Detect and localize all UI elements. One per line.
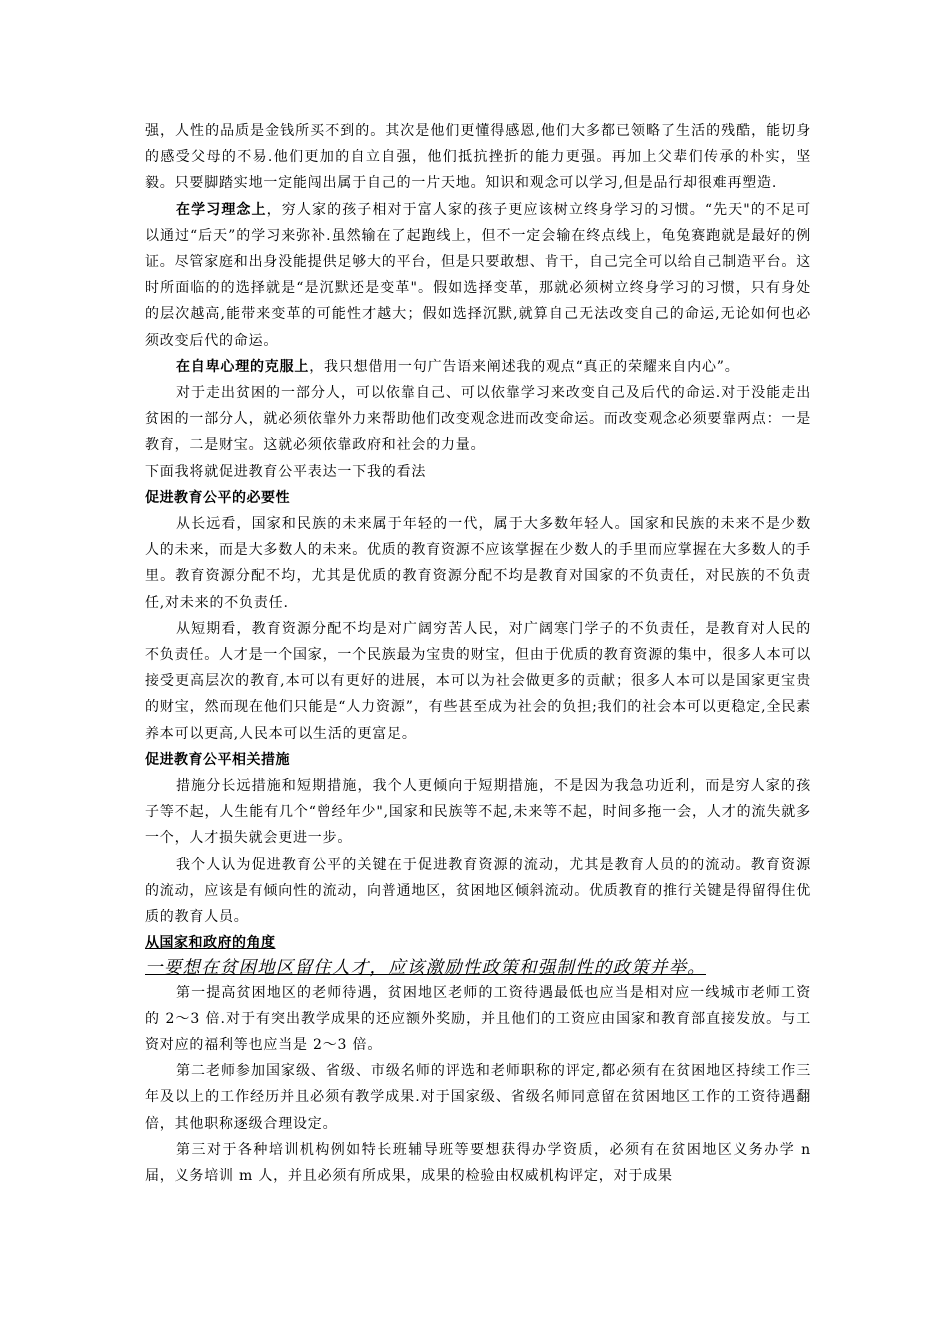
paragraph: 强，人性的品质是金钱所买不到的。其次是他们更懂得感恩,他们大多都已领略了生活的残酷，能切身的感受父母的不易.他们更加的自立自强，他们抵抗挫折的能力更强。再加上父辈们传承的朴实，坚毅。只要脚踏实地一定能闯出属于自己的一片天地。知识和观念可以学习,但是品行却很难再塑造. xyxy=(145,123,811,192)
paragraph-lead: 在自卑心理的克服上 xyxy=(176,358,310,375)
paragraph: 从短期看，教育资源分配不均是对广阔穷苦人民，对广阔寒门学子的不负责任，是教育对人民的不负责任。人才是一个国家，一个民族最为宝贵的财宝，但由于优质的教育资源的集中，很多人本可以接受更高层次的教育,本可以有更好的进展，本可以为社会做更多的贡献；很多人本可以是国家更宝贵的财宝，然而现在他们只能是“人力资源”，有些甚至成为社会的负担;我们的社会本可以更稳定,全民素养本可以更高,人民本可以生活的更富足。 xyxy=(145,620,811,742)
paragraph-text: ，我只想借用一句广告语来阐述我的观点“真正的荣耀来自内心”。 xyxy=(309,358,740,375)
section-heading: 从国家和政府的角度 xyxy=(145,935,276,952)
paragraph: 措施分长远措施和短期措施，我个人更倾向于短期措施，不是因为我急功近利，而是穷人家的孩子等不起，人生能有几个“曾经年少",国家和民族等不起,未来等不起，时间多拖一会，人才的流失就多一个，人才损失就会更进一步。 xyxy=(145,778,811,847)
paragraph: 从长远看，国家和民族的未来属于年轻的一代，属于大多数年轻人。国家和民族的未来不是少数人的未来，而是大多数人的未来。优质的教育资源不应该掌握在少数人的手里而应掌握在大多数人的手里。教育资源分配不均，尤其是优质的教育资源分配不均是教育对国家的不负责任，对民族的不负责任,对未来的不负责任. xyxy=(145,516,811,611)
document-body xyxy=(145,118,811,1189)
paragraph-lead: 在学习理念上 xyxy=(176,201,267,218)
paragraph: 我个人认为促进教育公平的关键在于促进教育资源的流动，尤其是教育人员的的流动。教育资源的流动，应该是有倾向性的流动，向普通地区，贫困地区倾斜流动。优质教育的推行关键是得留得住优质的教育人员。 xyxy=(145,856,811,926)
emphasized-subheading: 一要想在贫困地区留住人才，应该激励性政策和强制性的政策并举。 xyxy=(145,957,706,978)
paragraph-learning-concept xyxy=(145,197,811,354)
paragraph: 对于走出贫困的一部分人，可以依靠自己、可以依靠学习来改变自己及后代的命运.对于没能走出贫困的一部分人，就必须依靠外力来帮助他们改变观念进而改变命运。而改变观念必须要靠两点：一是教育，二是财宝。这就必须依靠政府和社会的力量。 xyxy=(145,385,811,454)
paragraph: 第二老师参加国家级、省级、市级名师的评选和老师职称的评定,都必须有在贫困地区持续工作三年及以上的工作经历并且必须有教学成果.对于国家级、省级名师同意留在贫困地区工作的工资待遇翻倍，其他职称逐级合理设定。 xyxy=(145,1063,811,1132)
paragraph: 下面我将就促进教育公平表达一下我的看法 xyxy=(145,463,427,480)
paragraph: 第三对于各种培训机构例如特长班辅导班等要想获得办学资质，必须有在贫困地区义务办学 n 届，义务培训 m 人，并且必须有所成果，成果的检验由权威机构评定，对于成果 xyxy=(145,1141,811,1184)
section-heading: 促进教育公平的必要性 xyxy=(145,489,290,506)
paragraph-inferiority xyxy=(145,354,811,380)
paragraph-text: ，穷人家的孩子相对于富人家的孩子更应该树立终身学习的习惯。“先天"的不足可以通过“后天”的学习来弥补.虽然输在了起跑线上，但不一定会输在终点线上，龟兔赛跑就是最好的例证。尽管家庭和出身没能提供足够大的平台，但是只要敢想、肯干，自己完全可以给自己制造平台。这时所面临的的选择就是“是沉默还是变革"。假如选择变革，那就必须树立终身学习的习惯，只有身处的层次越高,能带来变革的可能性才越大；假如选择沉默,就算自己无法改变自己的命运,无论如何也必须改变后代的命运。 xyxy=(145,201,811,349)
section-heading: 促进教育公平相关措施 xyxy=(145,751,290,768)
paragraph: 第一提高贫困地区的老师待遇，贫困地区老师的工资待遇最低也应当是相对应一线城市老师工资的 2～3 倍.对于有突出教学成果的还应额外奖励，并且他们的工资应由国家和教育部直接发放。与工资对应的福利等也应当是 2～3 倍。 xyxy=(145,984,811,1053)
